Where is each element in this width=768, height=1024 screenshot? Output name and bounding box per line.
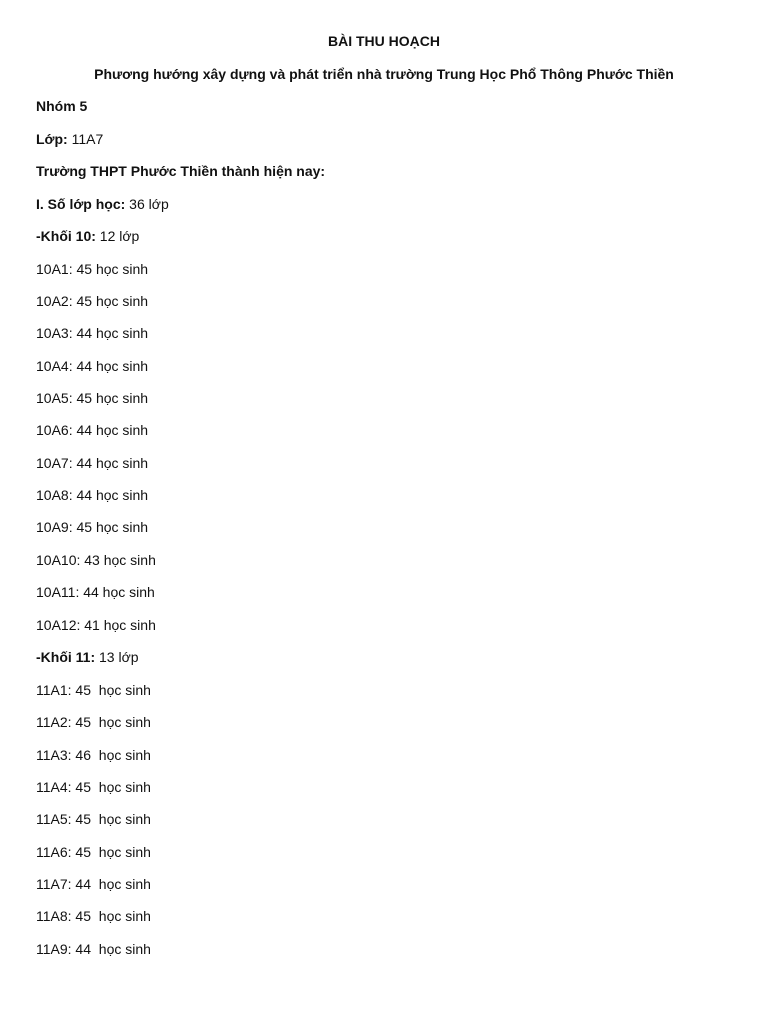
class-row: 11A5: 45 học sinh <box>36 811 151 827</box>
khoi11-line <box>36 649 139 665</box>
khoi10-value: 12 lớp <box>95 228 140 244</box>
document-subtitle: Phương hướng xây dựng và phát triển nhà trường Trung Học Phổ Thông Phước Thiền <box>94 66 674 82</box>
class-row: 11A1: 45 học sinh <box>36 682 151 698</box>
class-row: 11A3: 46 học sinh <box>36 747 151 763</box>
class-row: 10A12: 41 học sinh <box>36 617 156 633</box>
class-row: 11A8: 45 học sinh <box>36 908 151 924</box>
class-row: 10A10: 43 học sinh <box>36 552 156 568</box>
class-value: 11A7 <box>67 131 104 147</box>
class-row: 10A7: 44 học sinh <box>36 455 149 471</box>
section1-label: I. Số lớp học: <box>36 196 126 212</box>
class-row: 10A11: 44 học sinh <box>36 584 155 600</box>
class-row: 10A6: 44 học sinh <box>36 422 149 438</box>
class-row: 10A4: 44 học sinh <box>36 358 149 374</box>
class-row: 11A9: 44 học sinh <box>36 941 151 957</box>
school-heading: Trường THPT Phước Thiền thành hiện nay: <box>36 163 326 179</box>
document-title: BÀI THU HOẠCH <box>328 33 440 49</box>
class-label: Lớp: <box>36 131 68 147</box>
class-row: 10A8: 44 học sinh <box>36 487 149 503</box>
khoi10-line <box>36 228 139 244</box>
class-row: 11A4: 45 học sinh <box>36 779 151 795</box>
class-row: 10A9: 45 học sinh <box>36 519 149 535</box>
class-row: 10A2: 45 học sinh <box>36 293 149 309</box>
section1-value: 36 lớp <box>125 196 169 212</box>
khoi11-value: 13 lớp <box>95 649 139 665</box>
class-row: 10A5: 45 học sinh <box>36 390 149 406</box>
khoi11-label: -Khối 11: <box>36 649 96 665</box>
group-label: Nhóm 5 <box>36 98 88 114</box>
class-line <box>36 131 103 147</box>
class-row: 11A2: 45 học sinh <box>36 714 151 730</box>
section1-line <box>36 196 169 212</box>
class-row: 11A6: 45 học sinh <box>36 844 151 860</box>
class-row: 10A1: 45 học sinh <box>36 261 149 277</box>
khoi10-label: -Khối 10: <box>36 228 96 244</box>
class-row: 11A7: 44 học sinh <box>36 876 151 892</box>
class-row: 10A3: 44 học sinh <box>36 325 149 341</box>
